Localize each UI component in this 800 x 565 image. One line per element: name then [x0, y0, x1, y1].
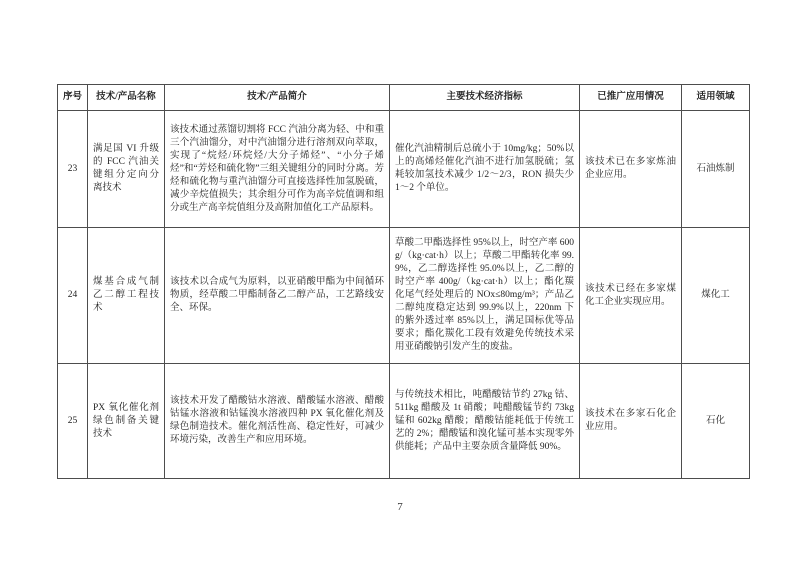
tech-name: PX 氧化催化剂绿色制备关键技术	[88, 364, 165, 479]
header-cell-name: 技术/产品名称	[88, 85, 165, 111]
tech-field: 石化	[682, 364, 750, 479]
table-row	[58, 228, 750, 364]
table-row	[58, 111, 750, 228]
row-number: 24	[58, 228, 88, 364]
header-cell-number: 序号	[58, 85, 88, 111]
tech-field: 煤化工	[682, 228, 750, 364]
table-header-row	[58, 85, 750, 111]
tech-indicators: 催化汽油精制后总硫小于 10mg/kg；50%以上的高烯烃催化汽油不进行加氢脱硫；氢耗较加氢技术减少 1/2～2/3，RON 损失少 1～2 个单位。	[390, 111, 580, 228]
header-cell-field: 适用领域	[682, 85, 750, 111]
tech-indicators: 草酸二甲酯选择性 95%以上，时空产率 600g/（kg·cat·h）以上；草酸二甲酯转化率 99.9%，乙二醇选择性 95.0%以上，乙二醇的时空产率 400g/（kg·cat·h）以上；酯化羰化尾气经处理后的 NOx≤80mg/m³；产品乙二醇纯度稳定达到 99.9%以上，220nm 下的紫外透过率 85%以上，满足国标优等品要求；酯化羰化工段有效避免传统技术采用亚硝酸钠引发产生的废盐。	[390, 228, 580, 364]
row-number: 25	[58, 364, 88, 479]
header-cell-promotion: 已推广应用情况	[580, 85, 682, 111]
tech-intro: 该技术以合成气为原料，以亚硝酸甲酯为中间循环物质，经草酸二甲酯制备乙二醇产品，工艺路线安全、环保。	[165, 228, 390, 364]
tech-field: 石油炼制	[682, 111, 750, 228]
tech-promotion: 该技术在多家石化企业应用。	[580, 364, 682, 479]
tech-name: 满足国 VI 升级的 FCC 汽油关键组分定向分离技术	[88, 111, 165, 228]
tech-promotion: 该技术已在多家炼油企业应用。	[580, 111, 682, 228]
technology-table	[57, 84, 750, 479]
row-number: 23	[58, 111, 88, 228]
table-row	[58, 364, 750, 479]
header-cell-indicators: 主要技术经济指标	[390, 85, 580, 111]
page-number: 7	[397, 501, 403, 513]
tech-name: 煤基合成气制乙二醇工程技术	[88, 228, 165, 364]
tech-indicators: 与传统技术相比，吨醋酸钴节约 27kg 钴、511kg 醋酸及 1t 硝酸；吨醋酸锰节约 73kg 锰和 602kg 醋酸；醋酸钴能耗低于传统工艺的 2%；醋酸锰和溴化锰可基本实现零外供能耗；产品中主要杂质含量降低 90%。	[390, 364, 580, 479]
header-cell-intro: 技术/产品简介	[165, 85, 390, 111]
tech-intro: 该技术开发了醋酸钴水溶液、醋酸锰水溶液、醋酸钴锰水溶液和钴锰溴水溶液四种 PX 氧化催化剂及绿色制造技术。催化剂活性高、稳定性好，可减少环境污染，改善生产和应用环境。	[165, 364, 390, 479]
tech-promotion: 该技术已经在多家煤化工企业实现应用。	[580, 228, 682, 364]
tech-intro: 该技术通过蒸馏切割将 FCC 汽油分离为轻、中和重三个汽油馏分，对中汽油馏分进行溶剂双向萃取，实现了“烷烃/环烷烃/大分子烯烃”、“小分子烯烃”和“芳烃和硫化物”三组关键组分的同时分离。芳烃和硫化物与重汽油馏分可直接选择性加氢脱硫，减少辛烷值损失；其余组分可作为高辛烷值调和组分或生产高辛烷值组分及高附加值化工产品原料。	[165, 111, 390, 228]
